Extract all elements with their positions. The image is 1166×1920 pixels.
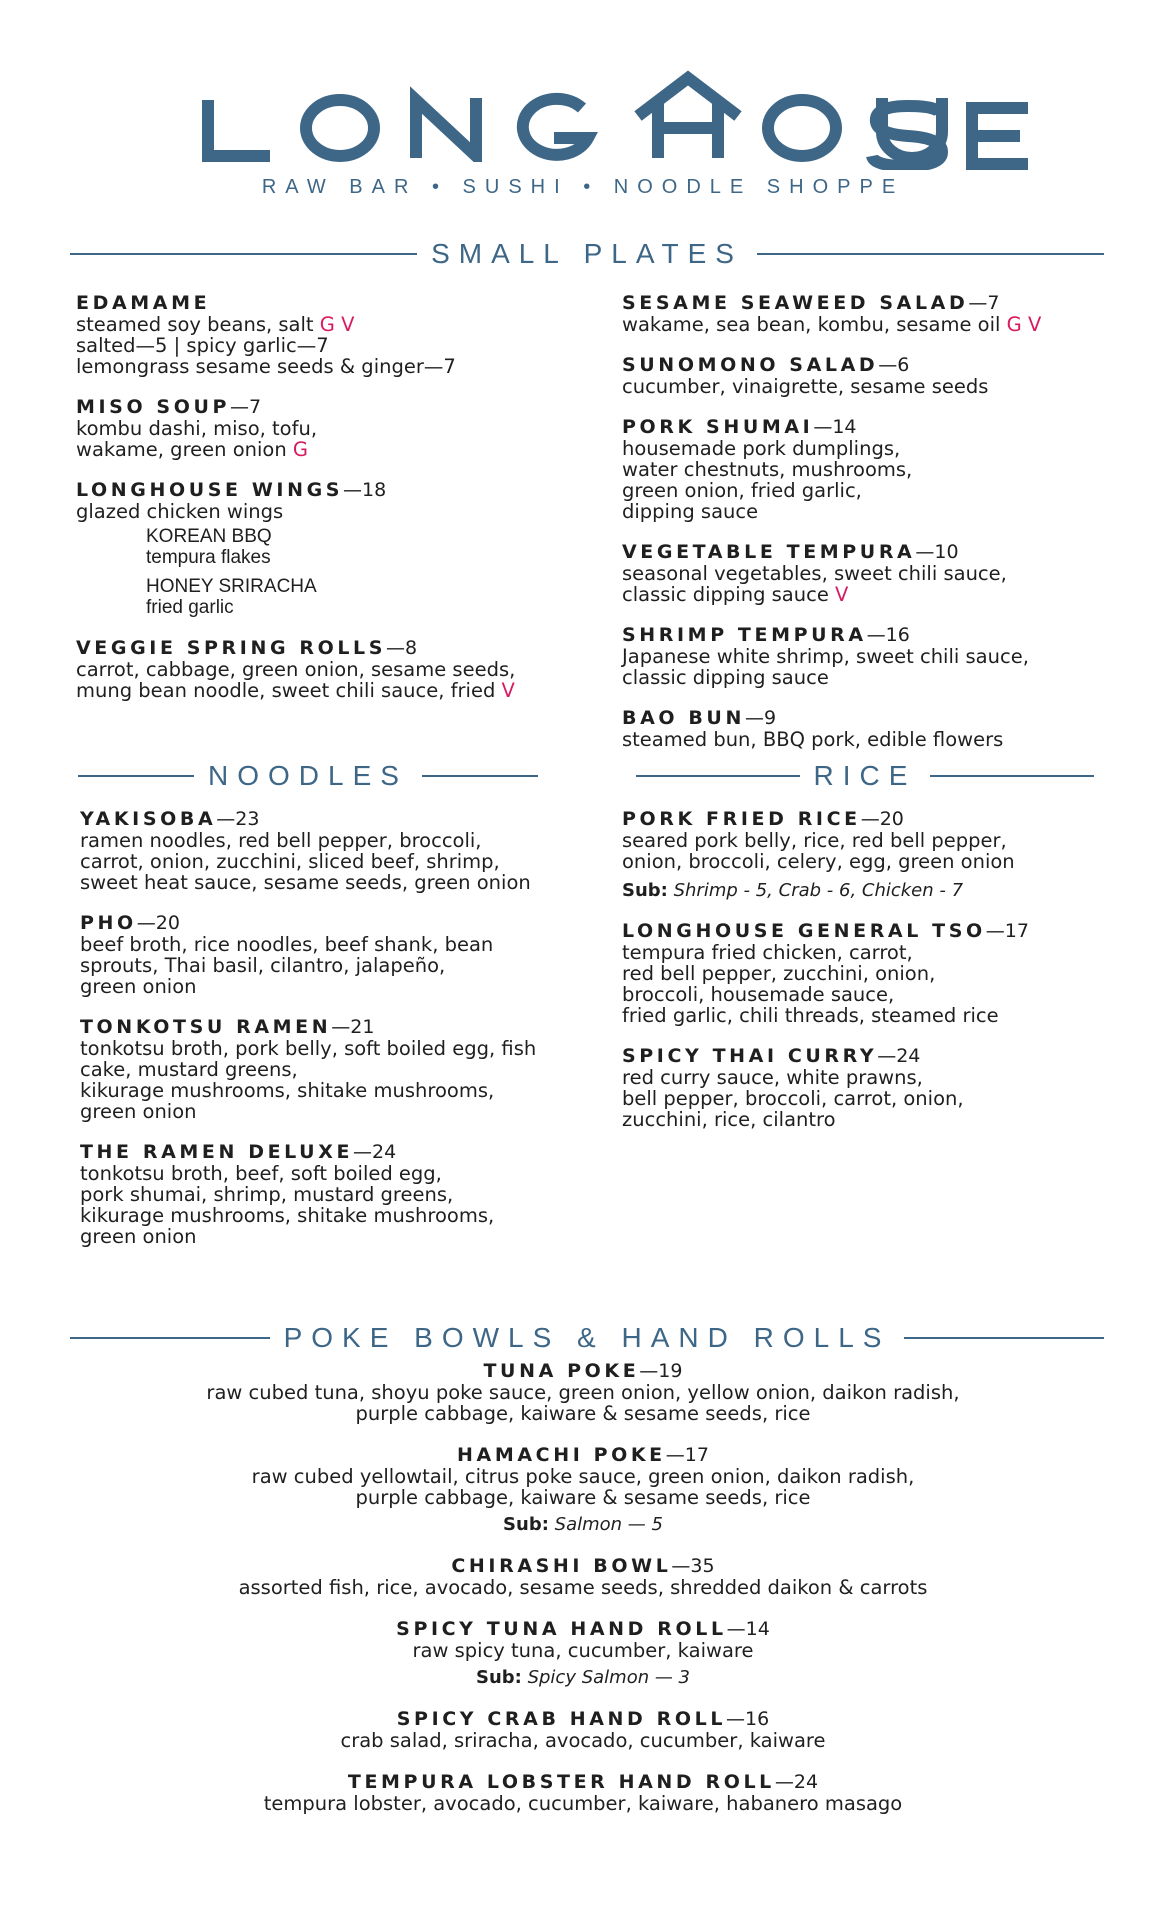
item-price: —14 <box>726 1618 770 1640</box>
desc-line: glazed chicken wings <box>76 500 284 523</box>
item-price: —7 <box>230 396 262 418</box>
item-name: PORK FRIED RICE <box>622 808 861 830</box>
item-name: PORK SHUMAI <box>622 416 814 438</box>
option-label: KOREAN BBQ <box>146 526 272 547</box>
section-title: POKE BOWLS & HAND ROLLS <box>283 1322 891 1353</box>
desc-line: beef broth, rice noodles, beef shank, bean <box>80 933 494 956</box>
desc-line: broccoli, housemade sauce, <box>622 983 895 1006</box>
desc-line: ramen noodles, red bell pepper, broccoli, <box>80 829 482 852</box>
divider <box>70 1337 270 1339</box>
item-name: YAKISOBA <box>80 808 217 830</box>
tagline: RAW BAR • SUSHI • NOODLE SHOPPE <box>261 176 905 198</box>
logo-tail <box>860 70 1120 170</box>
desc-line: seared pork belly, rice, red bell pepper, <box>622 829 1007 852</box>
item-name: MISO SOUP <box>76 396 231 418</box>
small-plates-heading <box>70 238 1104 270</box>
item-name: TONKOTSU RAMEN <box>80 1016 332 1038</box>
wing-options <box>146 526 596 618</box>
item-price: —23 <box>216 808 260 830</box>
menu-item <box>622 354 1142 397</box>
rice-heading <box>636 760 1094 792</box>
small-plates-right <box>622 292 1142 769</box>
desc-line: tonkotsu broth, pork belly, soft boiled egg, fish <box>80 1037 537 1060</box>
item-desc <box>622 314 1142 335</box>
item-price: —6 <box>878 354 910 376</box>
desc-line: green onion <box>80 975 197 998</box>
item-name: VEGETABLE TEMPURA <box>622 541 916 563</box>
item-name: SESAME SEAWEED SALAD <box>622 292 969 314</box>
noodles-heading <box>78 760 538 792</box>
item-name: CHIRASHI BOWL <box>451 1555 672 1577</box>
diet-tag: V <box>501 679 515 702</box>
item-price: —24 <box>774 1771 819 1793</box>
desc-line: assorted fish, rice, avocado, sesame seeds, shredded daikon & carrots <box>238 1576 928 1599</box>
section-title: NOODLES <box>208 760 408 791</box>
desc-line: Japanese white shrimp, sweet chili sauce, <box>622 645 1029 668</box>
menu-item <box>622 292 1142 335</box>
item-price: —16 <box>866 624 910 646</box>
sub-label: Sub: <box>503 1514 549 1535</box>
section-title: SMALL PLATES <box>431 238 743 269</box>
section-title: RICE <box>813 760 917 791</box>
desc-line: mung bean noodle, sweet chili sauce, fried <box>76 679 502 702</box>
divider <box>78 775 194 777</box>
divider <box>904 1337 1104 1339</box>
menu-item <box>622 808 1142 901</box>
desc-line: classic dipping sauce <box>622 666 829 689</box>
noodles-column <box>80 808 610 1266</box>
item-name: LONGHOUSE GENERAL TSO <box>622 920 986 942</box>
desc-line: raw cubed yellowtail, citrus poke sauce, green onion, daikon radish, <box>251 1465 915 1488</box>
desc-line: raw spicy tuna, cucumber, kaiware <box>412 1639 754 1662</box>
menu-item <box>76 292 596 377</box>
item-price: —21 <box>331 1016 375 1038</box>
item-name: SPICY CRAB HAND ROLL <box>396 1708 727 1730</box>
desc-line: onion, broccoli, celery, egg, green onion <box>622 850 1015 873</box>
desc-line: lemongrass sesame seeds & ginger—7 <box>76 355 456 378</box>
desc-line: wakame, sea bean, kombu, sesame oil <box>622 313 1007 336</box>
sub-options <box>622 880 1142 901</box>
item-name: THE RAMEN DELUXE <box>80 1141 354 1163</box>
menu-item <box>622 1045 1142 1130</box>
desc-line: tempura lobster, avocado, cucumber, kaiware, habanero masago <box>263 1792 903 1815</box>
desc-line: kombu dashi, miso, tofu, <box>76 417 318 440</box>
menu-item <box>0 1360 1166 1424</box>
menu-item <box>622 920 1142 1026</box>
desc-line: crab salad, sriracha, avocado, cucumber, kaiware <box>340 1729 826 1752</box>
desc-line: salted—5 | spicy garlic—7 <box>76 334 329 357</box>
item-desc <box>622 584 1142 605</box>
desc-line: carrot, onion, zucchini, sliced beef, shrimp, <box>80 850 500 873</box>
menu-item <box>80 912 610 997</box>
menu-item <box>622 416 1142 522</box>
menu-item <box>0 1771 1166 1814</box>
diet-tag: G V <box>319 313 355 336</box>
item-price: —18 <box>343 479 387 501</box>
desc-line: tempura fried chicken, carrot, <box>622 941 913 964</box>
item-price: —14 <box>813 416 857 438</box>
menu-item <box>622 624 1142 688</box>
item-desc <box>76 314 596 335</box>
desc-line: water chestnuts, mushrooms, <box>622 458 913 481</box>
option-label: HONEY SRIRACHA <box>146 576 317 597</box>
desc-line: bell pepper, broccoli, carrot, onion, <box>622 1087 964 1110</box>
desc-line: kikurage mushrooms, shitake mushrooms, <box>80 1204 495 1227</box>
item-name: LONGHOUSE WINGS <box>76 479 344 501</box>
desc-line: cake, mustard greens, <box>80 1058 298 1081</box>
item-price: —16 <box>726 1708 770 1730</box>
desc-line: green onion <box>80 1100 197 1123</box>
menu-item <box>0 1444 1166 1535</box>
menu-item <box>76 637 596 701</box>
desc-line: kikurage mushrooms, shitake mushrooms, <box>80 1079 495 1102</box>
small-plates-left <box>76 292 596 720</box>
desc-line: pork shumai, shrimp, mustard greens, <box>80 1183 454 1206</box>
diet-tag: G <box>292 438 309 461</box>
option-desc: tempura flakes <box>146 547 271 568</box>
item-price: —20 <box>860 808 904 830</box>
menu-item <box>80 1141 610 1247</box>
item-price: —19 <box>639 1360 683 1382</box>
desc-line: fried garlic, chili threads, steamed rice <box>622 1004 999 1027</box>
divider <box>422 775 538 777</box>
desc-line: seasonal vegetables, sweet chili sauce, <box>622 562 1007 585</box>
desc-line: raw cubed tuna, shoyu poke sauce, green onion, yellow onion, daikon radish, <box>206 1381 960 1404</box>
divider <box>70 253 417 255</box>
desc-line: classic dipping sauce <box>622 583 836 606</box>
item-desc <box>76 680 596 701</box>
menu-item <box>622 707 1142 750</box>
menu-item <box>80 1016 610 1122</box>
desc-line: dipping sauce <box>622 500 759 523</box>
diet-tag: V <box>835 583 849 606</box>
menu-item <box>76 396 596 460</box>
item-name: TEMPURA LOBSTER HAND ROLL <box>347 1771 775 1793</box>
item-price: —10 <box>915 541 959 563</box>
item-price: —9 <box>744 707 777 729</box>
item-price: —24 <box>877 1045 921 1067</box>
desc-line: sprouts, Thai basil, cilantro, jalapeño, <box>80 954 446 977</box>
sub-text: Spicy Salmon — 3 <box>521 1667 691 1688</box>
divider <box>636 775 800 777</box>
desc-line: steamed bun, BBQ pork, edible flowers <box>622 728 1004 751</box>
divider <box>757 253 1104 255</box>
desc-line: green onion, fried garlic, <box>622 479 862 502</box>
item-name: SPICY TUNA HAND ROLL <box>396 1618 727 1640</box>
item-desc <box>76 439 596 460</box>
menu-item <box>0 1555 1166 1598</box>
desc-line: red curry sauce, white prawns, <box>622 1066 923 1089</box>
item-name: BAO BUN <box>622 707 745 729</box>
item-name: TUNA POKE <box>483 1360 640 1382</box>
menu-item <box>76 479 596 618</box>
desc-line: housemade pork dumplings, <box>622 437 901 460</box>
option-desc: fried garlic <box>146 597 234 618</box>
desc-line: wakame, green onion <box>76 438 293 461</box>
desc-line: zucchini, rice, cilantro <box>622 1108 836 1131</box>
menu-item <box>0 1708 1166 1751</box>
desc-line: green onion <box>80 1225 197 1248</box>
desc-line: sweet heat sauce, sesame seeds, green onion <box>80 871 531 894</box>
desc-line: tonkotsu broth, beef, soft boiled egg, <box>80 1162 442 1185</box>
item-price: —20 <box>136 912 180 934</box>
item-price: —8 <box>386 637 418 659</box>
sub-text: Salmon — 5 <box>548 1514 663 1535</box>
item-name: SHRIMP TEMPURA <box>622 624 867 646</box>
item-price: —7 <box>968 292 1000 314</box>
desc-line: cucumber, vinaigrette, sesame seeds <box>622 375 989 398</box>
rice-column <box>622 808 1142 1149</box>
sub-label: Sub: <box>622 880 668 901</box>
item-name: SUNOMONO SALAD <box>622 354 879 376</box>
desc-line: carrot, cabbage, green onion, sesame seeds, <box>76 658 516 681</box>
menu-item <box>80 808 610 893</box>
item-price: —17 <box>665 1444 709 1466</box>
poke-heading <box>70 1322 1104 1354</box>
desc-line: steamed soy beans, salt <box>76 313 320 336</box>
item-name: EDAMAME <box>76 292 211 314</box>
item-name: PHO <box>80 912 137 934</box>
sub-options <box>0 1514 1166 1535</box>
sub-label: Sub: <box>475 1667 522 1688</box>
diet-tag: G V <box>1006 313 1042 336</box>
item-price: —35 <box>671 1555 715 1577</box>
item-name: HAMACHI POKE <box>457 1444 666 1466</box>
desc-line: purple cabbage, kaiware & sesame seeds, rice <box>355 1402 811 1425</box>
logo-text: LONGHOUSE <box>190 62 503 63</box>
sub-text: Shrimp - 5, Crab - 6, Chicken - 7 <box>667 880 964 901</box>
item-name: VEGGIE SPRING ROLLS <box>76 637 387 659</box>
menu-item <box>622 541 1142 605</box>
desc-line: red bell pepper, zucchini, onion, <box>622 962 936 985</box>
menu-item <box>0 1618 1166 1688</box>
item-price: —24 <box>353 1141 397 1163</box>
desc-line: purple cabbage, kaiware & sesame seeds, rice <box>355 1486 811 1509</box>
item-price: —17 <box>985 920 1029 942</box>
poke-column <box>0 1360 1166 1834</box>
item-name: SPICY THAI CURRY <box>622 1045 878 1067</box>
sub-options <box>0 1667 1166 1688</box>
divider <box>930 775 1094 777</box>
